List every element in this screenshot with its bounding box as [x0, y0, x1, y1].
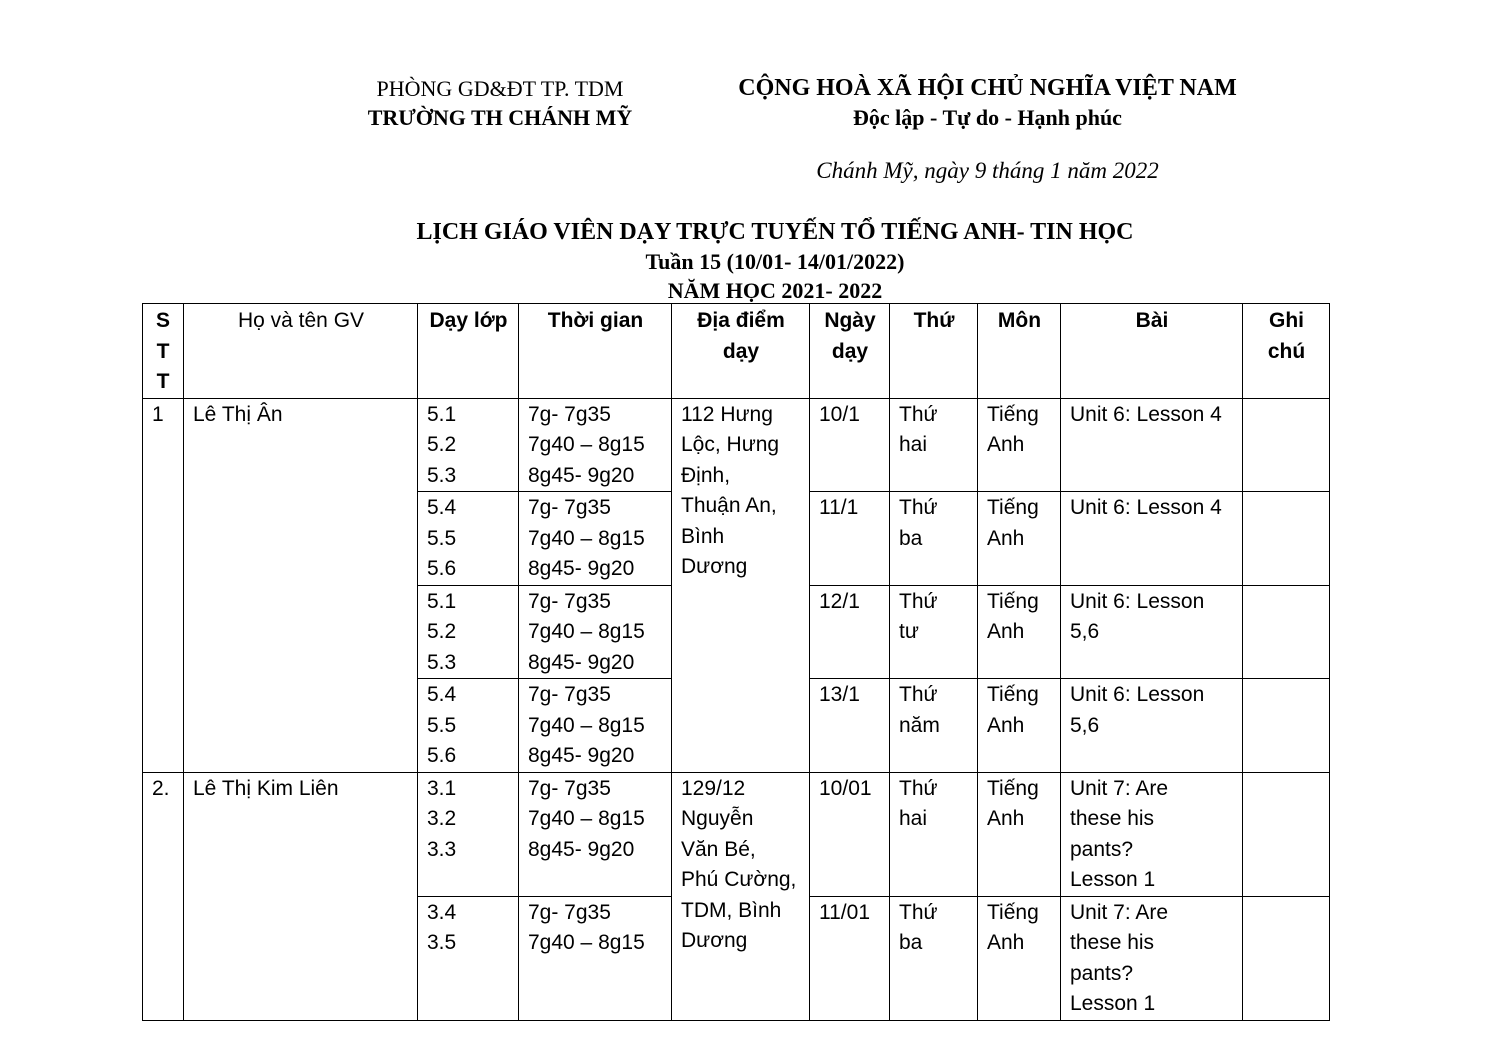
- weekday-cell: Thứ tư: [890, 585, 978, 679]
- time-cell: 7g- 7g35 7g40 – 8g15 8g45- 9g20: [519, 679, 672, 773]
- date-cell: 11/1: [810, 492, 890, 586]
- time-cell: 7g- 7g35 7g40 – 8g15 8g45- 9g20: [519, 772, 672, 896]
- class-cell: 5.4 5.5 5.6: [418, 492, 519, 586]
- note-cell: [1243, 492, 1330, 586]
- lesson-cell: Unit 6: Lesson 4: [1061, 492, 1243, 586]
- subject-cell: Tiếng Anh: [978, 585, 1061, 679]
- lesson-cell: Unit 7: Are these his pants? Lesson 1: [1061, 772, 1243, 896]
- date-cell: 12/1: [810, 585, 890, 679]
- header-weekday: Thứ: [890, 304, 978, 399]
- lesson-cell: Unit 6: Lesson 5,6: [1061, 679, 1243, 773]
- date-cell: 10/1: [810, 398, 890, 492]
- header-class: Dạy lớp: [418, 304, 519, 399]
- place-cell: 129/12 Nguyễn Văn Bé, Phú Cường, TDM, Bình Dương: [672, 772, 810, 1020]
- table-row: [143, 398, 1330, 492]
- subject-cell: Tiếng Anh: [978, 896, 1061, 1020]
- note-cell: [1243, 896, 1330, 1020]
- department-name: PHÒNG GD&ĐT TP. TDM: [376, 76, 624, 101]
- time-cell: 7g- 7g35 7g40 – 8g15 8g45- 9g20: [519, 585, 672, 679]
- weekday-cell: Thứ ba: [890, 896, 978, 1020]
- subject-cell: Tiếng Anh: [978, 398, 1061, 492]
- teacher-name-cell: Lê Thị Ân: [184, 398, 418, 772]
- time-cell: 7g- 7g35 7g40 – 8g15 8g45- 9g20: [519, 492, 672, 586]
- header-teacher-name: Họ và tên GV: [184, 304, 418, 399]
- stt-cell: 2.: [143, 772, 184, 1020]
- issuer-block: [330, 74, 670, 132]
- class-cell: 5.4 5.5 5.6: [418, 679, 519, 773]
- weekday-cell: Thứ ba: [890, 492, 978, 586]
- lesson-cell: Unit 6: Lesson 4: [1061, 398, 1243, 492]
- time-cell: 7g- 7g35 7g40 – 8g15 8g45- 9g20: [519, 398, 672, 492]
- class-cell: 5.1 5.2 5.3: [418, 398, 519, 492]
- schedule-table: [142, 303, 1330, 1021]
- motto: Độc lập - Tự do - Hạnh phúc: [853, 105, 1122, 130]
- class-cell: 3.1 3.2 3.3: [418, 772, 519, 896]
- weekday-cell: Thứ hai: [890, 772, 978, 896]
- subject-cell: Tiếng Anh: [978, 679, 1061, 773]
- header-place: Địa điểm dạy: [672, 304, 810, 399]
- country-name: CỘNG HOÀ XÃ HỘI CHỦ NGHĨA VIỆT NAM: [738, 75, 1237, 101]
- date-line: Chánh Mỹ, ngày 9 tháng 1 năm 2022: [816, 158, 1159, 183]
- weekday-cell: Thứ năm: [890, 679, 978, 773]
- header-stt: S T T: [143, 304, 184, 399]
- note-cell: [1243, 679, 1330, 773]
- header-time: Thời gian: [519, 304, 672, 399]
- lesson-cell: Unit 6: Lesson 5,6: [1061, 585, 1243, 679]
- school-name: TRƯỜNG TH CHÁNH MỸ: [367, 105, 633, 130]
- header-note: Ghi chú: [1243, 304, 1330, 399]
- title-week: Tuần 15 (10/01- 14/01/2022): [645, 249, 905, 274]
- note-cell: [1243, 585, 1330, 679]
- teacher-name-cell: Lê Thị Kim Liên: [184, 772, 418, 1020]
- title-school-year: NĂM HỌC 2021- 2022: [667, 278, 883, 303]
- table-row: [143, 772, 1330, 896]
- stt-cell: 1: [143, 398, 184, 772]
- note-cell: [1243, 398, 1330, 492]
- document-title: [300, 218, 1250, 305]
- date-cell: 11/01: [810, 896, 890, 1020]
- lesson-cell: Unit 7: Are these his pants? Lesson 1: [1061, 896, 1243, 1020]
- weekday-cell: Thứ hai: [890, 398, 978, 492]
- subject-cell: Tiếng Anh: [978, 492, 1061, 586]
- header-lesson: Bài: [1061, 304, 1243, 399]
- header-subject: Môn: [978, 304, 1061, 399]
- time-cell: 7g- 7g35 7g40 – 8g15: [519, 896, 672, 1020]
- national-motto-block: [700, 74, 1275, 132]
- date-cell: 13/1: [810, 679, 890, 773]
- header-date: Ngày dạy: [810, 304, 890, 399]
- class-cell: 3.4 3.5: [418, 896, 519, 1020]
- table-header-row: [143, 304, 1330, 399]
- subject-cell: Tiếng Anh: [978, 772, 1061, 896]
- place-cell: 112 Hưng Lộc, Hưng Định, Thuận An, Bình Dương: [672, 398, 810, 772]
- class-cell: 5.1 5.2 5.3: [418, 585, 519, 679]
- note-cell: [1243, 772, 1330, 896]
- date-cell: 10/01: [810, 772, 890, 896]
- title-line-1: LỊCH GIÁO VIÊN DẠY TRỰC TUYẾN TỔ TIẾNG ANH- TIN HỌC: [416, 219, 1134, 245]
